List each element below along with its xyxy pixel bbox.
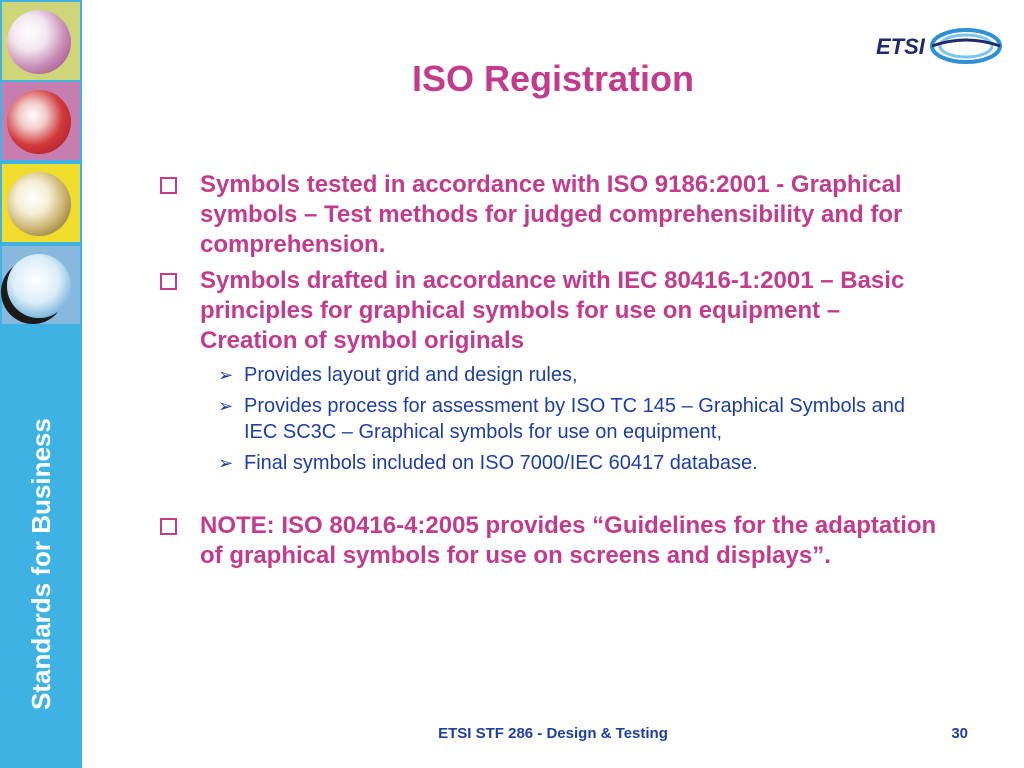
sub-bullet-item [214,450,940,476]
page-number: 30 [951,725,968,742]
note-bullet [160,511,940,571]
bullet-text: Symbols tested in accordance with ISO 9186:2001 - Graphical symbols – Test methods for judged comprehensibility and for comprehension. [200,171,903,258]
square-bullet-icon [160,518,177,535]
globe-tile-3 [2,164,80,242]
sub-bullet-text: Provides process for assessment by ISO TC 145 – Graphical Symbols and IEC SC3C – Graphical symbols for use on equipment, [244,395,906,443]
slide-title: ISO Registration [411,58,695,99]
brand-sidebar [0,0,82,768]
note-text: NOTE: ISO 80416-4:2005 provides “Guidelines for the adaptation of graphical symbols for use on screens and displays”. [200,512,937,569]
globe-icon [7,254,71,318]
square-bullet-icon [160,273,177,290]
sub-bullet-item [214,362,940,388]
globe-tile-4 [2,246,80,324]
bullet-item [160,170,940,260]
bullet-item [160,266,940,356]
arrowhead-icon: ➢ [218,365,234,385]
sub-bullet-item [214,393,940,445]
square-bullet-icon [160,177,177,194]
sub-bullet-text: Provides layout grid and design rules, [244,364,578,386]
brand-tagline-text: Standards for Business [26,418,56,710]
arrowhead-icon: ➢ [218,396,234,416]
footer-text: ETSI STF 286 - Design & Testing [438,725,668,742]
globe-icon [7,172,71,236]
sub-bullet-text: Final symbols included on ISO 7000/IEC 60417 database. [244,452,758,474]
brand-tagline [0,330,82,750]
slide-body [160,170,940,577]
arrowhead-icon: ➢ [218,453,234,473]
etsi-logo-text: ETSI [876,34,925,59]
bullet-text: Symbols drafted in accordance with IEC 80416-1:2001 – Basic principles for graphical symbols for use on equipment – Creation of symbol originals [200,267,905,354]
